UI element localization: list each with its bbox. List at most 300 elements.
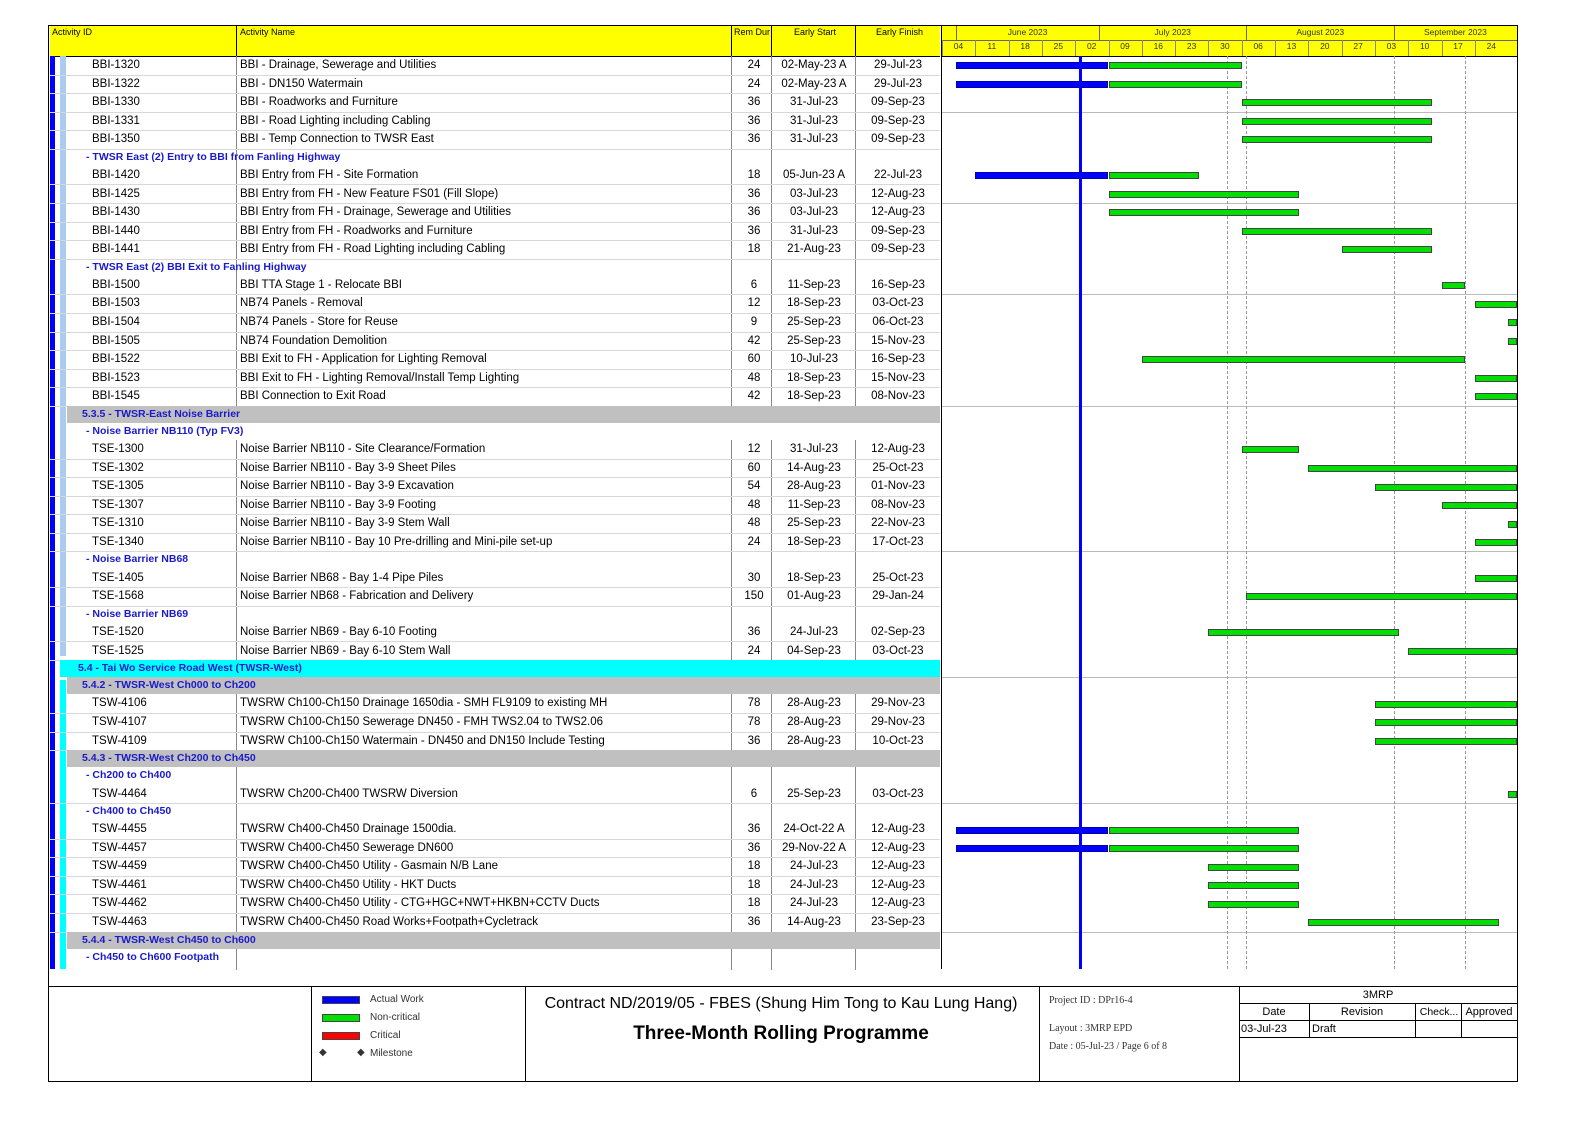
timeline-month: September 2023 — [1424, 27, 1487, 37]
activity-row[interactable] — [50, 240, 940, 260]
activity-name: BBI - Road Lighting including Cabling — [240, 114, 431, 127]
early-start: 18-Sep-23 — [787, 371, 841, 384]
week-divider — [1109, 40, 1110, 56]
timeline-week: 03 — [1386, 41, 1397, 51]
early-finish: 12-Aug-23 — [871, 443, 925, 456]
activity-id: BBI-1420 — [92, 168, 140, 181]
early-finish: 29-Jan-24 — [872, 590, 924, 603]
activity-id: TSW-4462 — [92, 897, 147, 910]
actual-work-bar[interactable] — [975, 172, 1108, 179]
non-critical-bar[interactable] — [1109, 172, 1199, 179]
rem-dur: 18 — [747, 878, 761, 891]
early-finish: 12-Aug-23 — [871, 823, 925, 836]
activity-name: BBI Exit to FH - Application for Lighting Removal — [240, 353, 487, 366]
early-start: 18-Sep-23 — [787, 571, 841, 584]
activity-id: TSW-4459 — [92, 860, 147, 873]
week-divider — [1142, 40, 1143, 56]
non-critical-bar[interactable] — [1208, 901, 1298, 908]
activity-row[interactable] — [50, 857, 940, 877]
early-start: 31-Jul-23 — [790, 114, 838, 127]
non-critical-bar[interactable] — [1442, 502, 1518, 509]
non-critical-bar[interactable] — [1109, 209, 1299, 216]
early-finish: 10-Oct-23 — [872, 734, 924, 747]
non-critical-bar[interactable] — [1442, 282, 1466, 289]
non-critical-bar[interactable] — [1208, 629, 1398, 636]
wbs-section-row[interactable] — [67, 406, 940, 423]
non-critical-bar[interactable] — [1475, 301, 1517, 308]
wbs-label: 5.4.2 - TWSR-West Ch000 to Ch200 — [82, 679, 256, 692]
rem-dur: 36 — [747, 916, 761, 928]
legend-swatch-actual — [322, 996, 360, 1004]
early-start: 28-Aug-23 — [787, 716, 841, 728]
activity-row[interactable] — [50, 496, 940, 516]
activity-row[interactable] — [50, 332, 940, 352]
rev-col-date: Date — [1262, 1006, 1286, 1018]
legend-actual: Actual Work — [370, 994, 424, 1005]
non-critical-bar[interactable] — [1308, 465, 1517, 472]
activity-row[interactable] — [50, 785, 940, 805]
early-finish: 16-Sep-23 — [871, 353, 925, 366]
non-critical-bar[interactable] — [1475, 393, 1517, 400]
early-finish: 16-Sep-23 — [871, 278, 925, 291]
activity-id: TSE-1310 — [92, 517, 144, 530]
early-finish: 23-Sep-23 — [871, 916, 925, 928]
col-activity-id[interactable]: Activity ID — [52, 27, 93, 37]
early-start: 01-Aug-23 — [787, 590, 841, 603]
activity-row[interactable] — [50, 713, 940, 733]
rev-line — [1415, 1003, 1416, 1037]
activity-name: TWSRW Ch400-Ch450 Road Works+Footpath+Cycletrack — [240, 916, 539, 928]
week-divider — [1375, 40, 1376, 56]
early-finish: 25-Oct-23 — [872, 571, 924, 584]
non-critical-bar[interactable] — [1375, 701, 1517, 708]
early-start: 31-Jul-23 — [790, 133, 838, 146]
wbs-label: - Ch200 to Ch400 — [86, 769, 172, 782]
rem-dur: 12 — [747, 297, 761, 310]
wbs-label: 5.4.4 - TWSR-West Ch450 to Ch600 — [82, 933, 256, 946]
wbs-subgroup-row[interactable] — [50, 259, 940, 276]
activity-id: BBI-1320 — [92, 59, 140, 71]
rem-dur: 54 — [747, 480, 761, 493]
early-finish: 15-Nov-23 — [871, 334, 925, 347]
activity-row[interactable] — [50, 587, 940, 607]
early-start: 31-Jul-23 — [790, 224, 838, 237]
activity-name: NB74 Panels - Removal — [240, 297, 363, 310]
wbs-subgroup-row[interactable] — [50, 149, 940, 166]
early-start: 02-May-23 A — [781, 59, 847, 71]
early-start: 18-Sep-23 — [787, 297, 841, 310]
early-finish: 09-Sep-23 — [871, 114, 925, 127]
activity-id: TSW-4107 — [92, 716, 147, 728]
activity-row[interactable] — [50, 185, 940, 205]
early-start: 03-Jul-23 — [790, 206, 838, 219]
legend-swatch-critical — [322, 1032, 360, 1040]
early-start: 28-Aug-23 — [787, 734, 841, 747]
activity-name: BBI - DN150 Watermain — [240, 77, 363, 90]
activity-row[interactable] — [50, 276, 940, 296]
gantt-gridline — [942, 112, 1517, 113]
activity-id: TSW-4106 — [92, 697, 147, 710]
early-start: 02-May-23 A — [781, 77, 847, 90]
col-early-finish[interactable]: Early Finish — [876, 27, 924, 37]
timeline-week: 02 — [1086, 41, 1097, 51]
early-start: 21-Aug-23 — [787, 243, 841, 256]
activity-row[interactable] — [50, 387, 940, 407]
activity-name: BBI Entry from FH - Drainage, Sewerage and Utilities — [240, 206, 511, 219]
rem-dur: 150 — [744, 590, 764, 603]
milestone-icon: ◆ — [319, 1047, 327, 1058]
rem-dur: 6 — [750, 278, 758, 291]
timeline-week: 09 — [1120, 41, 1130, 51]
week-divider — [1442, 40, 1443, 56]
non-critical-bar[interactable] — [1242, 99, 1432, 106]
wbs-section-row[interactable] — [67, 750, 940, 767]
non-critical-bar[interactable] — [1508, 791, 1517, 798]
activity-id: BBI-1331 — [92, 114, 140, 127]
timeline-week: 06 — [1253, 41, 1263, 51]
early-finish: 22-Jul-23 — [874, 168, 922, 181]
non-critical-bar[interactable] — [1242, 228, 1432, 235]
non-critical-bar[interactable] — [1508, 338, 1517, 345]
non-critical-bar[interactable] — [1142, 356, 1465, 363]
timeline-week: 13 — [1286, 41, 1297, 51]
timeline-week: 16 — [1153, 41, 1164, 51]
week-divider — [1475, 40, 1476, 56]
gantt-period-line — [1394, 56, 1395, 969]
wbs-subgroup-row[interactable] — [50, 423, 940, 440]
activity-id: BBI-1425 — [92, 187, 140, 200]
activity-id: BBI-1523 — [92, 371, 140, 384]
early-start: 05-Jun-23 A — [782, 168, 845, 181]
activity-row[interactable] — [50, 459, 940, 479]
early-start: 14-Aug-23 — [787, 461, 841, 474]
wbs-label: 5.3.5 - TWSR-East Noise Barrier — [82, 407, 241, 420]
wbs-label: - TWSR East (2) Entry to BBI from Fanling Highway — [86, 150, 341, 163]
col-rem-dur[interactable]: Rem Dur — [734, 27, 771, 37]
activity-row[interactable] — [50, 913, 940, 933]
non-critical-bar[interactable] — [1475, 375, 1517, 382]
rem-dur: 24 — [747, 535, 761, 548]
early-start: 24-Jul-23 — [790, 897, 838, 910]
early-start: 11-Sep-23 — [787, 278, 841, 291]
wbs-label: 5.4.3 - TWSR-West Ch200 to Ch450 — [82, 752, 256, 765]
activity-name: TWSRW Ch400-Ch450 Drainage 1500dia. — [240, 823, 457, 836]
early-start: 28-Aug-23 — [787, 480, 841, 493]
activity-row[interactable] — [50, 732, 940, 752]
early-finish: 12-Aug-23 — [871, 897, 925, 910]
data-date-line — [1079, 56, 1082, 969]
rem-dur: 48 — [747, 517, 761, 530]
activity-name: TWSRW Ch200-Ch400 TWSRW Diversion — [240, 787, 458, 800]
early-start: 24-Jul-23 — [790, 878, 838, 891]
gantt-gridline — [942, 406, 1517, 407]
activity-name: NB74 Foundation Demolition — [240, 334, 388, 347]
wbs-section-row[interactable] — [67, 677, 940, 694]
week-divider — [1208, 40, 1209, 56]
activity-id: BBI-1322 — [92, 77, 140, 90]
non-critical-bar[interactable] — [1109, 62, 1242, 69]
rev-col-approved: Approved — [1465, 1006, 1513, 1018]
non-critical-bar[interactable] — [1208, 882, 1298, 889]
timeline-week: 10 — [1419, 41, 1430, 51]
layout-name: Layout : 3MRP EPD — [1049, 1023, 1133, 1034]
activity-name: BBI Entry from FH - Roadworks and Furniture — [240, 224, 473, 237]
rem-dur: 36 — [747, 734, 761, 747]
col-divider — [731, 26, 732, 56]
early-finish: 02-Sep-23 — [871, 625, 925, 638]
actual-work-bar[interactable] — [956, 62, 1108, 69]
gantt-gridline — [942, 551, 1517, 552]
non-critical-bar[interactable] — [1242, 118, 1432, 125]
col-activity-name[interactable]: Activity Name — [240, 27, 296, 37]
early-finish: 09-Sep-23 — [871, 96, 925, 109]
non-critical-bar[interactable] — [1208, 864, 1298, 871]
early-start: 31-Jul-23 — [790, 96, 838, 109]
wbs-subgroup-row[interactable] — [50, 606, 940, 623]
week-divider — [1042, 40, 1043, 56]
rem-dur: 36 — [747, 625, 761, 638]
early-finish: 22-Nov-23 — [871, 517, 925, 530]
rem-dur: 12 — [747, 443, 761, 456]
activity-name: Noise Barrier NB68 - Bay 1-4 Pipe Piles — [240, 571, 444, 584]
non-critical-bar[interactable] — [1375, 484, 1517, 491]
early-start: 18-Sep-23 — [787, 390, 841, 403]
timeline-week: 04 — [953, 41, 964, 51]
activity-row[interactable] — [50, 694, 940, 714]
early-start: 04-Sep-23 — [787, 644, 841, 657]
non-critical-bar[interactable] — [1508, 319, 1517, 326]
early-finish: 12-Aug-23 — [871, 187, 925, 200]
early-finish: 15-Nov-23 — [871, 371, 925, 384]
activity-id: TSE-1525 — [92, 644, 144, 657]
rem-dur: 60 — [747, 353, 761, 366]
activity-id: TSE-1300 — [92, 443, 144, 456]
timeline-week: 11 — [987, 41, 997, 51]
rem-dur: 36 — [747, 187, 761, 200]
activity-row[interactable] — [50, 294, 940, 314]
activity-name: Noise Barrier NB110 - Bay 3-9 Sheet Piles — [240, 461, 456, 474]
activity-row[interactable] — [50, 350, 940, 370]
activity-id: TSE-1305 — [92, 480, 144, 493]
non-critical-bar[interactable] — [1375, 719, 1517, 726]
revision-table — [1239, 987, 1517, 1082]
wbs-subgroup-row[interactable] — [50, 767, 940, 784]
week-divider — [1408, 40, 1409, 56]
non-critical-bar[interactable] — [1109, 191, 1299, 198]
legend-noncritical: Non-critical — [370, 1012, 421, 1023]
early-finish: 01-Nov-23 — [871, 480, 925, 493]
activity-id: TSW-4464 — [92, 787, 147, 800]
activity-name: Noise Barrier NB69 - Bay 6-10 Stem Wall — [240, 644, 451, 657]
activity-name: TWSRW Ch400-Ch450 Utility - CTG+HGC+NWT+HKBN+CCTV Ducts — [240, 897, 600, 910]
early-start: 10-Jul-23 — [790, 353, 838, 366]
activity-row[interactable] — [50, 894, 940, 914]
gantt-gridline — [942, 932, 1517, 933]
non-critical-bar[interactable] — [1308, 919, 1498, 926]
rem-dur: 24 — [747, 644, 761, 657]
timeline-week: 24 — [1486, 41, 1497, 51]
rev-col-revision: Revision — [1340, 1006, 1384, 1018]
activity-row[interactable] — [50, 839, 940, 859]
rem-dur: 36 — [747, 841, 761, 854]
rem-dur: 36 — [747, 206, 761, 219]
activity-row[interactable] — [50, 369, 940, 389]
activity-name: Noise Barrier NB110 - Bay 3-9 Stem Wall — [240, 517, 450, 530]
activity-row[interactable] — [50, 93, 940, 113]
early-start: 28-Aug-23 — [787, 697, 841, 710]
col-early-start[interactable]: Early Start — [794, 27, 837, 37]
non-critical-bar[interactable] — [1475, 575, 1517, 582]
activity-name: BBI Entry from FH - Road Lighting including Cabling — [240, 243, 506, 256]
week-divider — [1342, 40, 1343, 56]
rem-dur: 36 — [747, 823, 761, 836]
wbs-label: - Ch450 to Ch600 Footpath — [86, 950, 220, 963]
activity-id: BBI-1330 — [92, 96, 140, 109]
wbs-section-row[interactable] — [60, 660, 940, 677]
non-critical-bar[interactable] — [1375, 738, 1517, 745]
actual-work-bar[interactable] — [956, 845, 1108, 852]
early-finish: 03-Oct-23 — [872, 297, 924, 310]
activity-row[interactable] — [50, 130, 940, 150]
early-start: 29-Nov-22 A — [782, 841, 846, 854]
early-finish: 03-Oct-23 — [872, 644, 924, 657]
rem-dur: 18 — [747, 860, 761, 873]
wbs-subgroup-row[interactable] — [50, 803, 940, 820]
early-finish: 25-Oct-23 — [872, 461, 924, 474]
early-finish: 12-Aug-23 — [871, 878, 925, 891]
milestone-icon: ◆ — [357, 1047, 365, 1058]
rev-title: 3MRP — [1362, 989, 1394, 1001]
activity-id: TSE-1307 — [92, 498, 144, 511]
activity-id: BBI-1350 — [92, 133, 140, 146]
timeline-week: 17 — [1453, 41, 1463, 51]
activity-row[interactable] — [50, 477, 940, 497]
activity-name: Noise Barrier NB69 - Bay 6-10 Footing — [240, 625, 437, 638]
rem-dur: 9 — [750, 316, 758, 328]
activity-name: Noise Barrier NB110 - Bay 3-9 Excavation — [240, 480, 454, 493]
early-finish: 08-Nov-23 — [871, 498, 925, 511]
rem-dur: 36 — [747, 96, 761, 109]
timeline-week: 30 — [1220, 41, 1230, 51]
wbs-section-row[interactable] — [67, 932, 940, 949]
gantt-gridline — [942, 677, 1517, 678]
activity-name: TWSRW Ch400-Ch450 Sewerage DN600 — [240, 841, 454, 854]
wbs-subgroup-row[interactable] — [50, 949, 940, 966]
non-critical-bar[interactable] — [1246, 593, 1517, 600]
early-finish: 08-Nov-23 — [871, 390, 925, 403]
activity-id: BBI-1503 — [92, 297, 140, 310]
activity-id: TSE-1405 — [92, 571, 144, 584]
non-critical-bar[interactable] — [1242, 136, 1432, 143]
activity-id: BBI-1505 — [92, 334, 140, 347]
non-critical-bar[interactable] — [1109, 845, 1299, 852]
timeline-week: 18 — [1020, 41, 1030, 51]
non-critical-bar[interactable] — [1109, 81, 1242, 88]
wbs-label: - Ch400 to Ch450 — [86, 805, 172, 818]
activity-id: TSW-4455 — [92, 823, 147, 836]
activity-row[interactable] — [50, 533, 940, 553]
activity-row[interactable] — [50, 876, 940, 896]
activity-row[interactable] — [50, 642, 940, 662]
activity-name: NB74 Panels - Store for Reuse — [240, 316, 398, 328]
timeline-header — [942, 26, 1517, 57]
early-start: 24-Jul-23 — [790, 860, 838, 873]
wbs-label: - Noise Barrier NB69 — [86, 607, 189, 620]
gantt-chart — [941, 26, 1517, 969]
week-divider — [1275, 40, 1276, 56]
timeline-week: 25 — [1053, 41, 1064, 51]
activity-id: TSE-1568 — [92, 590, 144, 603]
col-divider — [771, 26, 772, 56]
project-id: Project ID : DPr16-4 — [1049, 995, 1133, 1006]
early-start: 18-Sep-23 — [787, 535, 841, 548]
activity-name: Noise Barrier NB110 - Site Clearance/Formation — [240, 443, 486, 456]
activity-row[interactable] — [50, 313, 940, 333]
activity-row[interactable] — [50, 56, 940, 76]
activity-id: TSE-1302 — [92, 461, 144, 474]
actual-work-bar[interactable] — [956, 81, 1108, 88]
rem-dur: 48 — [747, 371, 761, 384]
contract-title: Contract ND/2019/05 - FBES (Shung Him Tong to Kau Lung Hang) — [544, 995, 1018, 1012]
actual-work-bar[interactable] — [956, 827, 1108, 834]
non-critical-bar[interactable] — [1342, 246, 1432, 253]
activity-row[interactable] — [50, 623, 940, 643]
activity-name: Noise Barrier NB110 - Bay 3-9 Footing — [240, 498, 437, 511]
rem-dur: 78 — [747, 716, 761, 728]
early-start: 25-Sep-23 — [787, 517, 841, 530]
wbs-subgroup-row[interactable] — [50, 551, 940, 568]
activity-id: TSW-4461 — [92, 878, 147, 891]
activity-name: BBI TTA Stage 1 - Relocate BBI — [240, 278, 402, 291]
activity-id: BBI-1440 — [92, 224, 140, 237]
rem-dur: 36 — [747, 133, 761, 146]
activity-row[interactable] — [50, 203, 940, 223]
rev-line — [1239, 1020, 1517, 1021]
activity-id: TSE-1520 — [92, 625, 144, 638]
rem-dur: 18 — [747, 243, 761, 256]
activity-row[interactable] — [50, 440, 940, 460]
early-finish: 17-Oct-23 — [872, 535, 924, 548]
non-critical-bar[interactable] — [1508, 521, 1517, 528]
week-divider — [1242, 40, 1243, 56]
activity-row[interactable] — [50, 112, 940, 132]
activity-name: BBI Entry from FH - Site Formation — [240, 168, 419, 181]
col-divider — [236, 26, 237, 56]
rem-dur: 18 — [747, 897, 761, 910]
activity-row[interactable] — [50, 166, 940, 186]
non-critical-bar[interactable] — [1242, 446, 1299, 453]
programme-title: Three-Month Rolling Programme — [633, 1023, 929, 1044]
activity-row[interactable] — [50, 569, 940, 589]
title-block — [49, 986, 1517, 1082]
timeline-week: 20 — [1320, 41, 1330, 51]
activity-id: BBI-1500 — [92, 278, 140, 291]
activity-name: BBI - Temp Connection to TWSR East — [240, 133, 434, 146]
rem-dur: 36 — [747, 224, 761, 237]
non-critical-bar[interactable] — [1109, 827, 1299, 834]
early-finish: 09-Sep-23 — [871, 243, 925, 256]
activity-row[interactable] — [50, 820, 940, 840]
early-start: 03-Jul-23 — [790, 187, 838, 200]
rev-line — [1239, 1003, 1517, 1004]
non-critical-bar[interactable] — [1475, 539, 1517, 546]
non-critical-bar[interactable] — [1408, 648, 1517, 655]
activity-row[interactable] — [50, 75, 940, 95]
activity-row[interactable] — [50, 222, 940, 242]
activity-name: TWSRW Ch400-Ch450 Utility - Gasmain N/B Lane — [240, 860, 498, 873]
activity-row[interactable] — [50, 514, 940, 534]
activity-id: BBI-1430 — [92, 206, 140, 219]
